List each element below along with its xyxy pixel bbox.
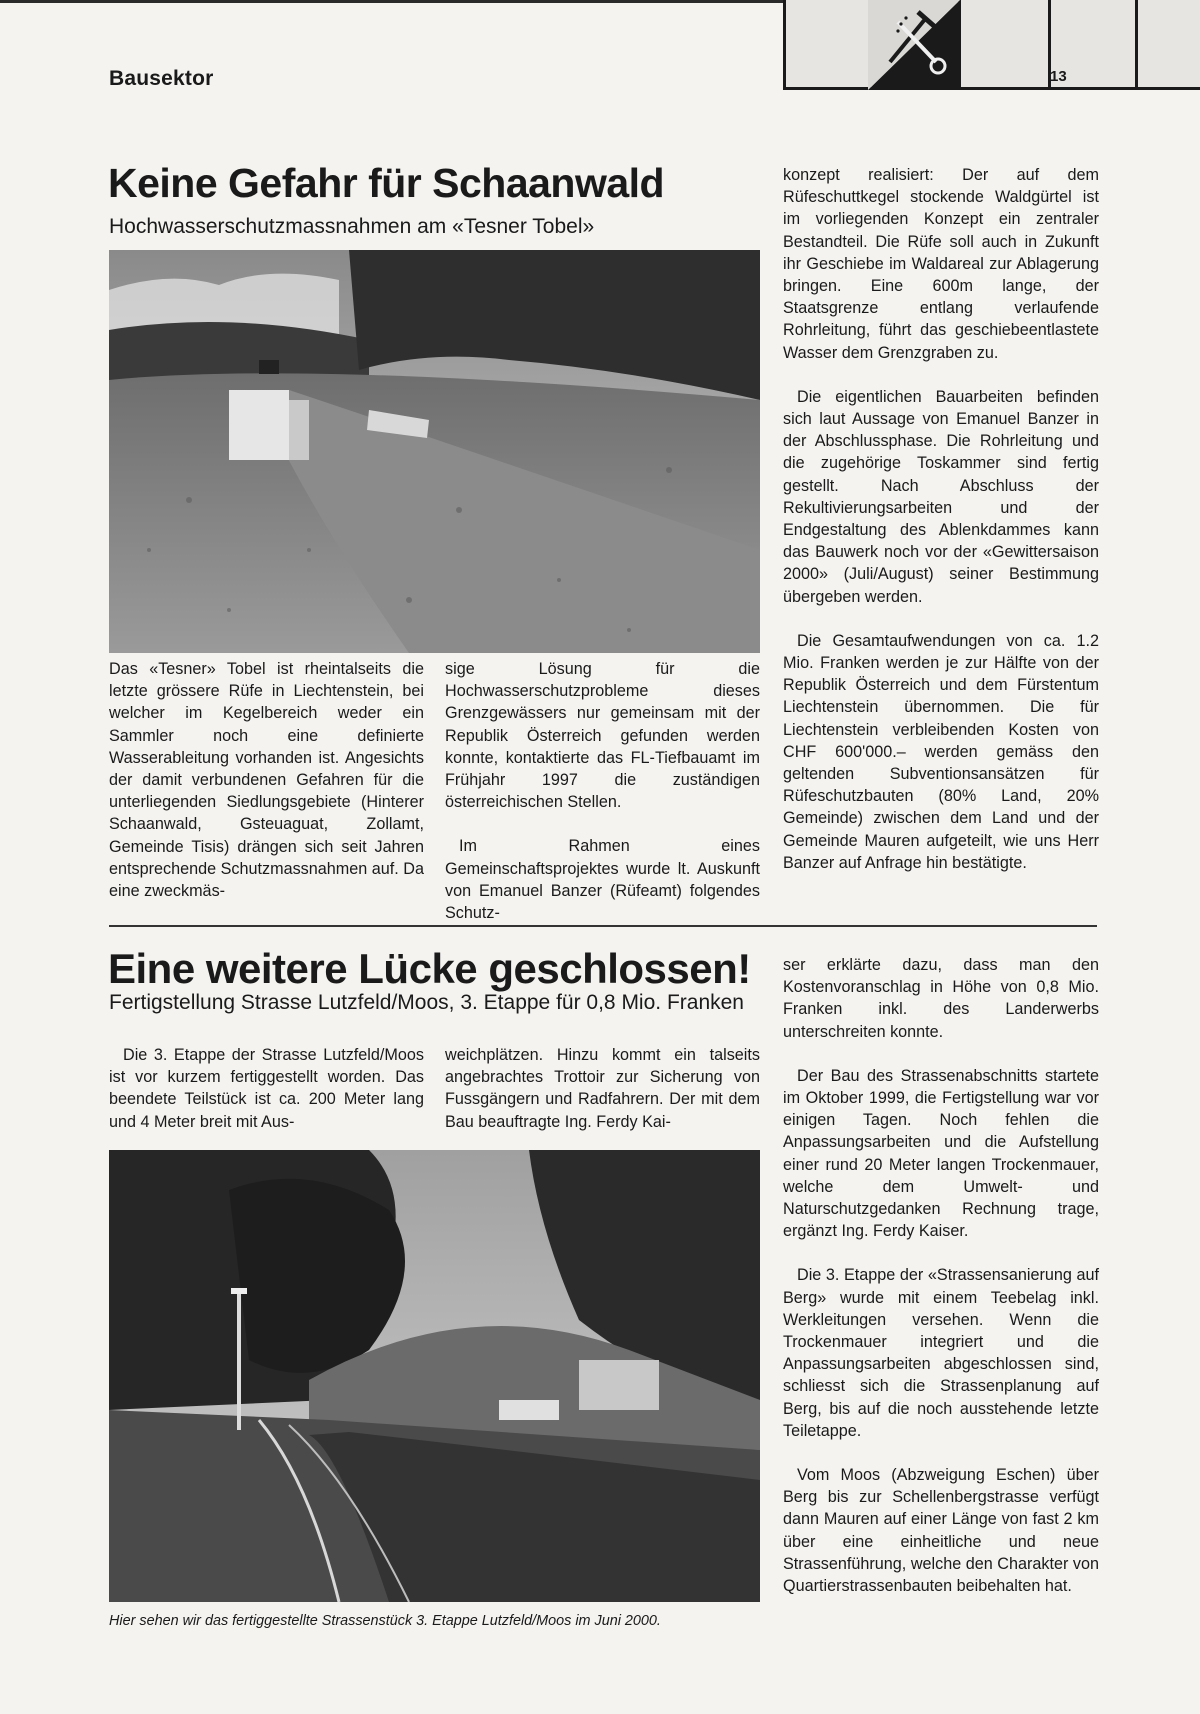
article1-col3-paragraph: Die eigentlichen Bauarbeiten befinden sich laut Aussage von Emanuel Banzer in der Abschlussphase. Die Rohrleitung und die zugehörige Toskammer sind fertig gestellt. Nach Abschluss der Rekultivierungsarbeiten und der Endgestaltung des Ablenkdammes kann das Bauwerk noch vor der «Gewittersaison 2000» (Juli/August) seiner Bestimmung übergeben werden. <box>783 387 1099 606</box>
article2-col2-text: weichplätzen. Hinzu kommt ein talseits angebrachtes Trottoir zur Sicherung von Fussgängern und Radfahrern. Der mit dem Bau beauftragte Ing. Ferdy Kai- <box>445 1046 760 1131</box>
construction-site-photo <box>109 250 760 653</box>
article1-column-3 <box>783 164 1099 874</box>
article2-column-1 <box>109 1044 424 1133</box>
tab-divider <box>1135 0 1138 90</box>
article1-title: Keine Gefahr für Schaanwald <box>108 160 665 206</box>
article1-col1-text: Das «Tesner» Tobel ist rheintalseits die letzte grössere Rüfe in Liechtenstein, bei welcher im Kegelbereich weder ein Sammler noch eine definierte Wasserableitung vorhanden ist. Angesichts der damit verbundenen Gefahren für die unterliegenden Siedlungsgebiete (Hinterer Schaanwald, Gsteuaguat, Zollamt, Gemeinde Tisis) drängen sich seit Jahren entsprechende Schutzmassnahmen auf. Da eine zweckmäs- <box>109 660 424 901</box>
article2-col3-paragraph: ser erklärte dazu, dass man den Kostenvoranschlag in Höhe von 0,8 Mio. Franken inkl. des Landerwerbs unterschreiten konnte. <box>783 956 1099 1041</box>
construction-tools-icon <box>868 0 960 90</box>
section-label: Bausektor <box>109 67 214 90</box>
article1-col3-paragraph: konzept realisiert: Der auf dem Rüfeschuttkegel stockende Waldgürtel ist im vorliegenden Konzept ein zentraler Bestandteil. Die Rüfe soll auch in Zukunft ihr Geschiebe im Waldareal zur Ablagerung bringen. Eine 600m lange, der Staatsgrenze entlang verlaufende Rohrleitung, führt das geschiebeentlastete Wasser dem Grenzgraben zu. <box>783 166 1099 362</box>
article1-subtitle: Hochwasserschutzmassnahmen am «Tesner Tobel» <box>109 215 595 238</box>
article1-col2-paragraph: sige Lösung für die Hochwasserschutzprobleme dieses Grenzgewässers nur gemeinsam mit der Republik Österreich gefunden werden konnte, kontaktierte das FL-Tiefbauamt im Frühjahr 1997 die zuständigen österreichischen Stellen. <box>445 660 760 812</box>
article2-col3-paragraph: Vom Moos (Abzweigung Eschen) über Berg bis zur Schellenbergstrasse verfügt dann Mauren auf einer Länge von fast 2 km über eine einheitliche und neue Strassenführung, welche den Charakter von Quartierstrassenbauten beibehalten hat. <box>783 1466 1099 1596</box>
tab-divider <box>783 0 786 90</box>
article2-column-3 <box>783 954 1099 1597</box>
article-divider <box>109 925 1097 927</box>
top-rule <box>0 0 785 3</box>
article2-column-2 <box>445 1044 760 1133</box>
photo-caption: Hier sehen wir das fertiggestellte Strassenstück 3. Etappe Lutzfeld/Moos im Juni 2000. <box>109 1613 661 1629</box>
article2-title: Eine weitere Lücke geschlossen! <box>108 945 751 992</box>
article2-col1-text: Die 3. Etappe der Strasse Lutzfeld/Moos ist vor kurzem fertiggestellt worden. Das beendete Teilstück ist ca. 200 Meter lang und 4 Meter breit mit Aus- <box>109 1046 424 1131</box>
article1-col3-paragraph: Die Gesamtaufwendungen von ca. 1.2 Mio. Franken werden je zur Hälfte von der Republik Österreich und dem Fürstentum Liechtenstein übernommen. Die für Liechtenstein verbleibenden Kosten von CHF 600'000.– werden gemäss den geltenden Subventionsansätzen für Rüfeschutzbauten (80% Land, 20% Gemeinde) zwischen dem Land und der Gemeinde Mauren aufgeteilt, wie uns Herr Banzer auf Anfrage hin bestätigte. <box>783 631 1099 872</box>
article2-col3-paragraph: Der Bau des Strassenabschnitts startete im Oktober 1999, die Fertigstellung war vor einigen Tagen. Noch fehlen die Anpassungsarbeiten und die Aufstellung einer rund 20 Meter langen Trockenmauer, welche dem Umwelt- und Naturschutzgedanken Rechnung trage, ergänzt Ing. Ferdy Kaiser. <box>783 1066 1099 1241</box>
tab-bottom-rule <box>783 87 1200 90</box>
article2-subtitle: Fertigstellung Strasse Lutzfeld/Moos, 3. Etappe für 0,8 Mio. Franken <box>109 991 744 1014</box>
article1-column-1 <box>109 658 424 902</box>
article1-col2-paragraph: Im Rahmen eines Gemeinschaftsprojektes wurde lt. Auskunft von Emanuel Banzer (Rüfeamt) folgendes Schutz- <box>445 837 760 923</box>
article1-column-2 <box>445 658 760 924</box>
article2-col3-paragraph: Die 3. Etappe der «Strassensanierung auf Berg» wurde mit einem Teebelag inkl. Werkleitungen versehen. Wenn die Trockenmauer integriert und die Anpassungsarbeiten abgeschlossen sind, schliesst sich die Strassenplanung auf Berg, bis auf die noch ausstehende letzte Teiletappe. <box>783 1266 1099 1440</box>
road-photo <box>109 1150 760 1602</box>
page-number: 13 <box>1050 68 1067 85</box>
